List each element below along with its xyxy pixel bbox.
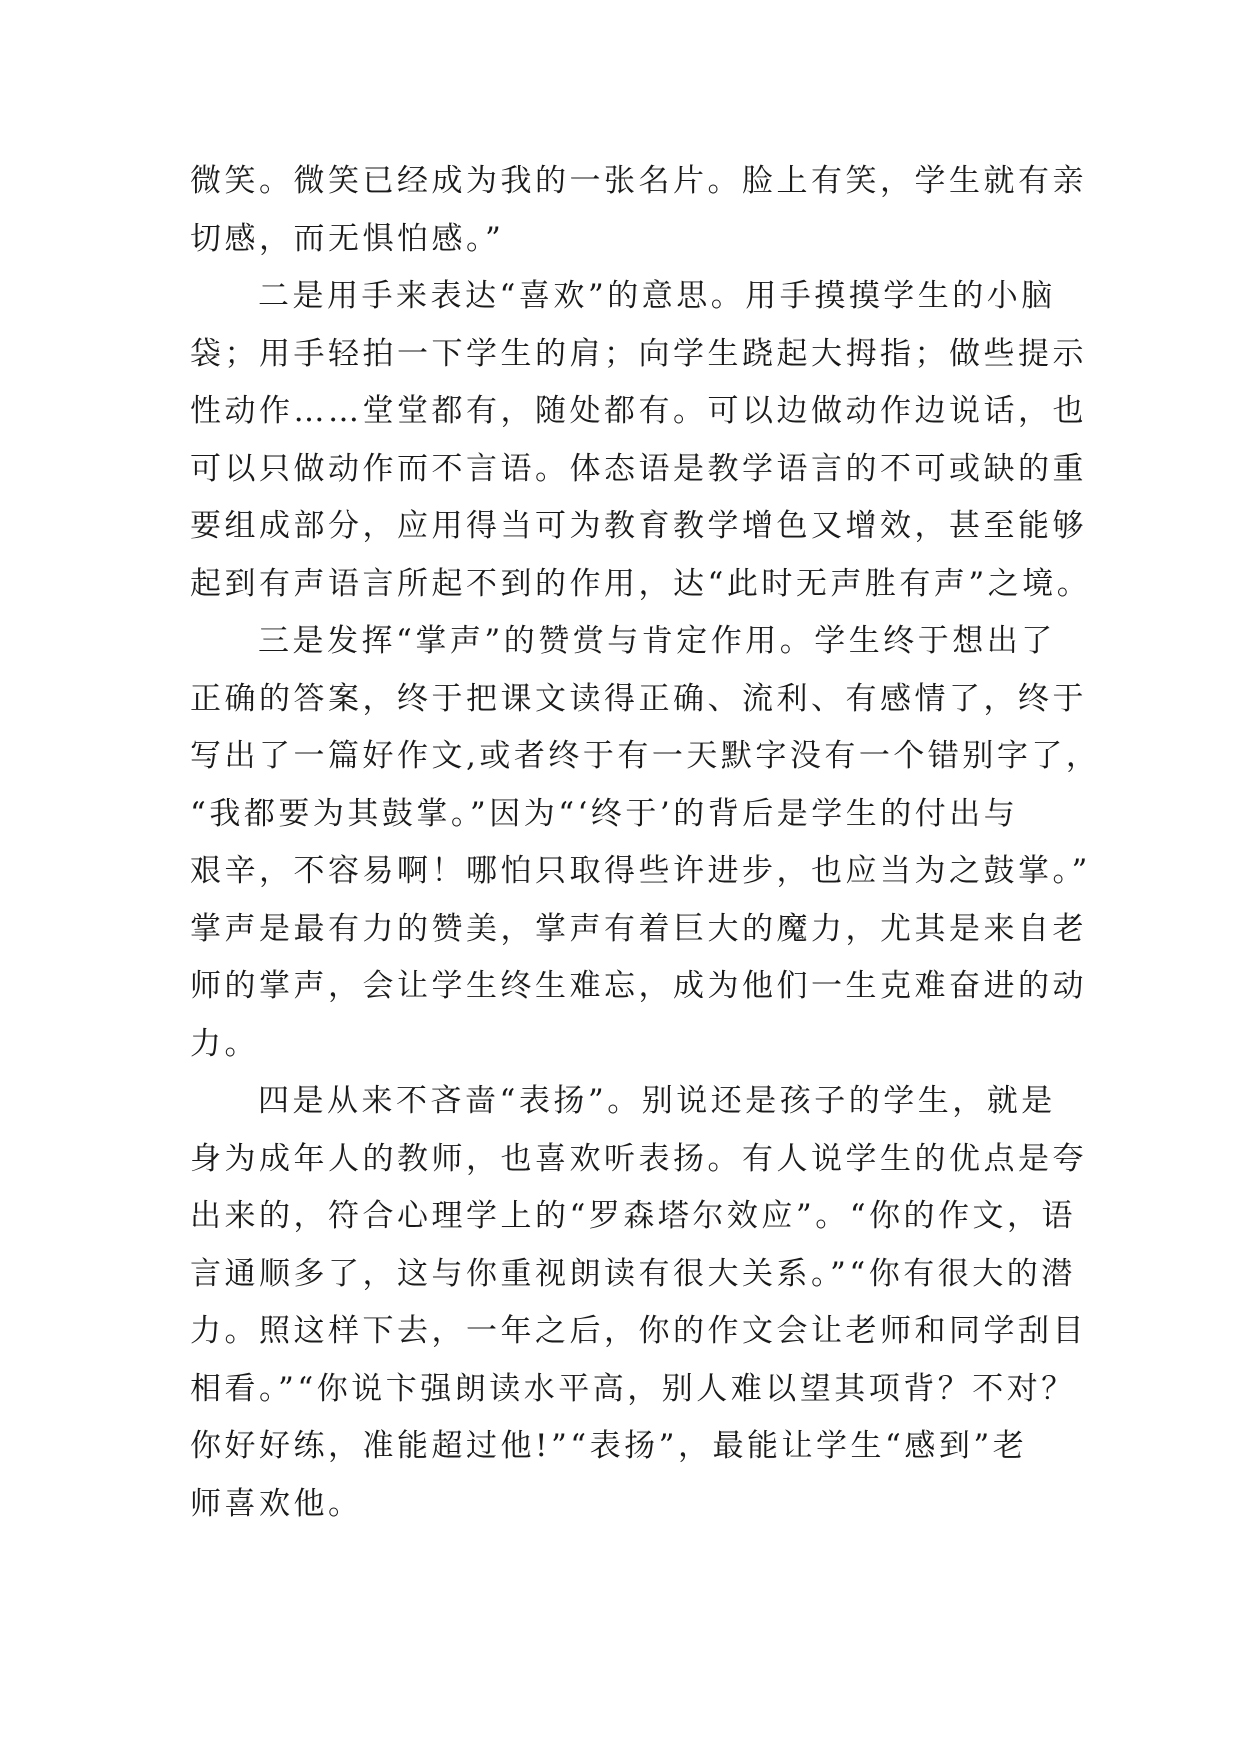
text-line: 相看。”“你说卞强朗读水平高，别人难以望其项背？不对？ [190, 1370, 1076, 1407]
text-line: 四是从来不吝啬“表扬”。别说还是孩子的学生，就是 [258, 1083, 1056, 1119]
text-line: 性动作……堂堂都有，随处都有。可以边做动作边说话，也 [190, 393, 1087, 429]
body-text [190, 153, 1101, 1533]
text-line: 身为成年人的教师，也喜欢听表扬。有人说学生的优点是夸 [190, 1140, 1087, 1177]
text-line: 力。照这样下去，一年之后，你的作文会让老师和同学刮目 [190, 1313, 1087, 1349]
text-line: 三是发挥“掌声”的赞赏与肯定作用。学生终于想出了 [258, 623, 1056, 659]
text-line: 要组成部分，应用得当可为教育教学增色又增效，甚至能够 [190, 508, 1087, 544]
text-line: 言通顺多了，这与你重视朗读有很大关系。”“你有很大的潜 [190, 1255, 1076, 1292]
text-line: 袋；用手轻拍一下学生的肩；向学生跷起大拇指；做些提示 [190, 335, 1087, 372]
text-line: 师的掌声，会让学生终生难忘，成为他们一生克难奋进的动 [190, 968, 1087, 1004]
text-line: 可以只做动作而不言语。体态语是教学语言的不可或缺的重 [190, 450, 1087, 487]
text-line: “我都要为其鼓掌。”因为“‘终于’的背后是学生的付出与 [190, 795, 1019, 832]
text-line: 你好好练，准能超过他!”“表扬”，最能让学生“感到”老 [190, 1428, 1028, 1464]
text-line: 微笑。微笑已经成为我的一张名片。脸上有笑，学生就有亲 [190, 163, 1087, 199]
text-line: 掌声是最有力的赞美，掌声有着巨大的魔力，尤其是来自老 [190, 910, 1087, 947]
text-line: 切感，而无惧怕感。” [190, 220, 505, 257]
text-line: 二是用手来表达“喜欢”的意思。用手摸摸学生的小脑 [258, 278, 1056, 314]
text-line: 出来的，符合心理学上的“罗森塔尔效应”。“你的作文，语 [190, 1198, 1077, 1234]
text-line: 正确的答案，终于把课文读得正确、流利、有感情了，终于 [190, 680, 1087, 717]
text-line: 写出了一篇好作文,或者终于有一天默字没有一个错别字了， [190, 738, 1101, 774]
text-line: 艰辛，不容易啊！哪怕只取得些许进步，也应当为之鼓掌。” [190, 853, 1091, 889]
text-line: 师喜欢他。 [190, 1485, 363, 1522]
text-line: 起到有声语言所起不到的作用，达“此时无声胜有声”之境。 [190, 565, 1092, 602]
text-line: 力。 [190, 1025, 259, 1062]
